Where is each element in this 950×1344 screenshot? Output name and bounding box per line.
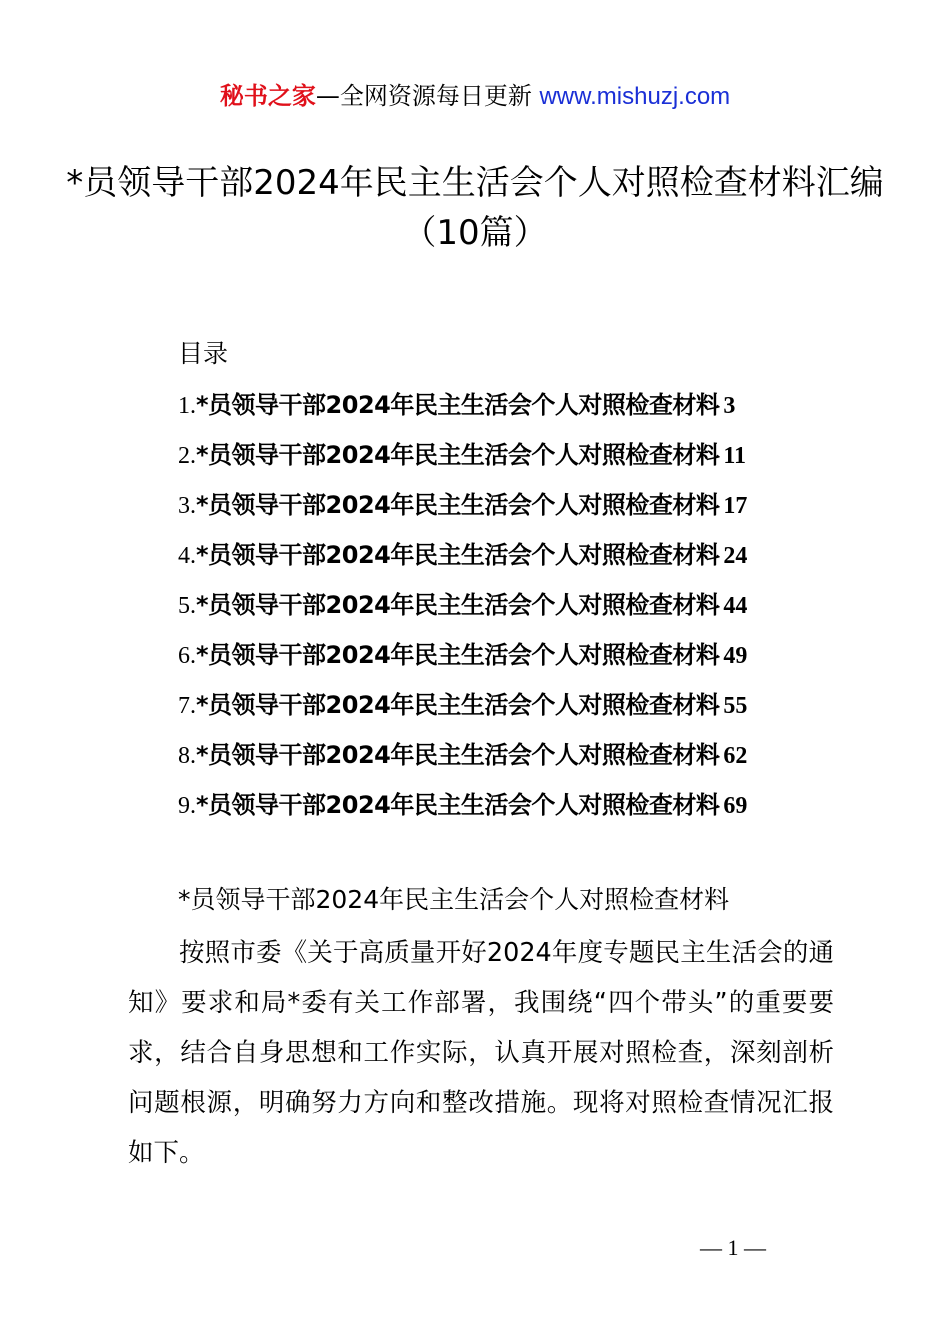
toc-item-page: 17 — [723, 493, 748, 519]
toc-item-number: 7. — [178, 693, 196, 719]
toc-item-number: 1. — [178, 393, 196, 419]
toc-item-page: 55 — [723, 693, 748, 719]
toc-heading: 目录 — [178, 339, 229, 368]
toc-item-number: 8. — [178, 743, 196, 769]
toc-item-page: 44 — [723, 593, 748, 619]
toc-item-title: *员领导干部2024年民主生活会个人对照检查材料 — [196, 491, 720, 519]
page-number: — 1 — — [700, 1235, 766, 1260]
toc-item-5[interactable] — [178, 585, 878, 635]
toc-item-2[interactable] — [178, 435, 878, 485]
toc-item-number: 6. — [178, 643, 196, 669]
toc-item-number: 5. — [178, 593, 196, 619]
toc-item-7[interactable] — [178, 685, 878, 735]
toc-item-title: *员领导干部2024年民主生活会个人对照检查材料 — [196, 391, 720, 419]
table-of-contents — [178, 385, 878, 835]
toc-item-title: *员领导干部2024年民主生活会个人对照检查材料 — [196, 691, 720, 719]
site-header — [0, 80, 950, 113]
toc-item-3[interactable] — [178, 485, 878, 535]
toc-item-title: *员领导干部2024年民主生活会个人对照检查材料 — [196, 591, 720, 619]
brand-name: 秘书之家 — [219, 82, 316, 110]
body-paragraph: 按照市委《关于高质量开好2024年度专题民主生活会的通知》要求和局*委有关工作部署，我围绕“四个带头”的重要要求，结合自身思想和工作实际，认真开展对照检查，深刻剖析问题根源，明确努力方向和整改措施。现将对照检查情况汇报如下。 — [128, 938, 834, 1168]
toc-item-9[interactable] — [178, 785, 878, 835]
toc-item-number: 3. — [178, 493, 196, 519]
toc-item-page: 24 — [723, 543, 748, 569]
toc-item-page: 11 — [723, 443, 747, 469]
toc-item-page: 69 — [723, 793, 748, 819]
toc-item-title: *员领导干部2024年民主生活会个人对照检查材料 — [196, 541, 720, 569]
toc-item-title: *员领导干部2024年民主生活会个人对照检查材料 — [196, 641, 720, 669]
toc-item-number: 4. — [178, 543, 196, 569]
header-tagline: —全网资源每日更新 — [315, 82, 532, 110]
section-title: *员领导干部2024年民主生活会个人对照检查材料 — [178, 885, 730, 914]
toc-item-1[interactable] — [178, 385, 878, 435]
toc-item-8[interactable] — [178, 735, 878, 785]
toc-item-number: 2. — [178, 443, 196, 469]
toc-item-page: 3 — [723, 393, 736, 419]
document-title: *员领导干部2024年民主生活会个人对照检查材料汇编（10篇） — [66, 163, 884, 253]
toc-item-page: 49 — [723, 643, 748, 669]
toc-item-4[interactable] — [178, 535, 878, 585]
toc-item-page: 62 — [723, 743, 748, 769]
toc-item-title: *员领导干部2024年民主生活会个人对照检查材料 — [196, 441, 720, 469]
toc-item-title: *员领导干部2024年民主生活会个人对照检查材料 — [196, 791, 720, 819]
toc-item-6[interactable] — [178, 635, 878, 685]
toc-item-number: 9. — [178, 793, 196, 819]
toc-item-title: *员领导干部2024年民主生活会个人对照检查材料 — [196, 741, 720, 769]
site-url-link[interactable]: www.mishuzj.com — [539, 83, 731, 110]
